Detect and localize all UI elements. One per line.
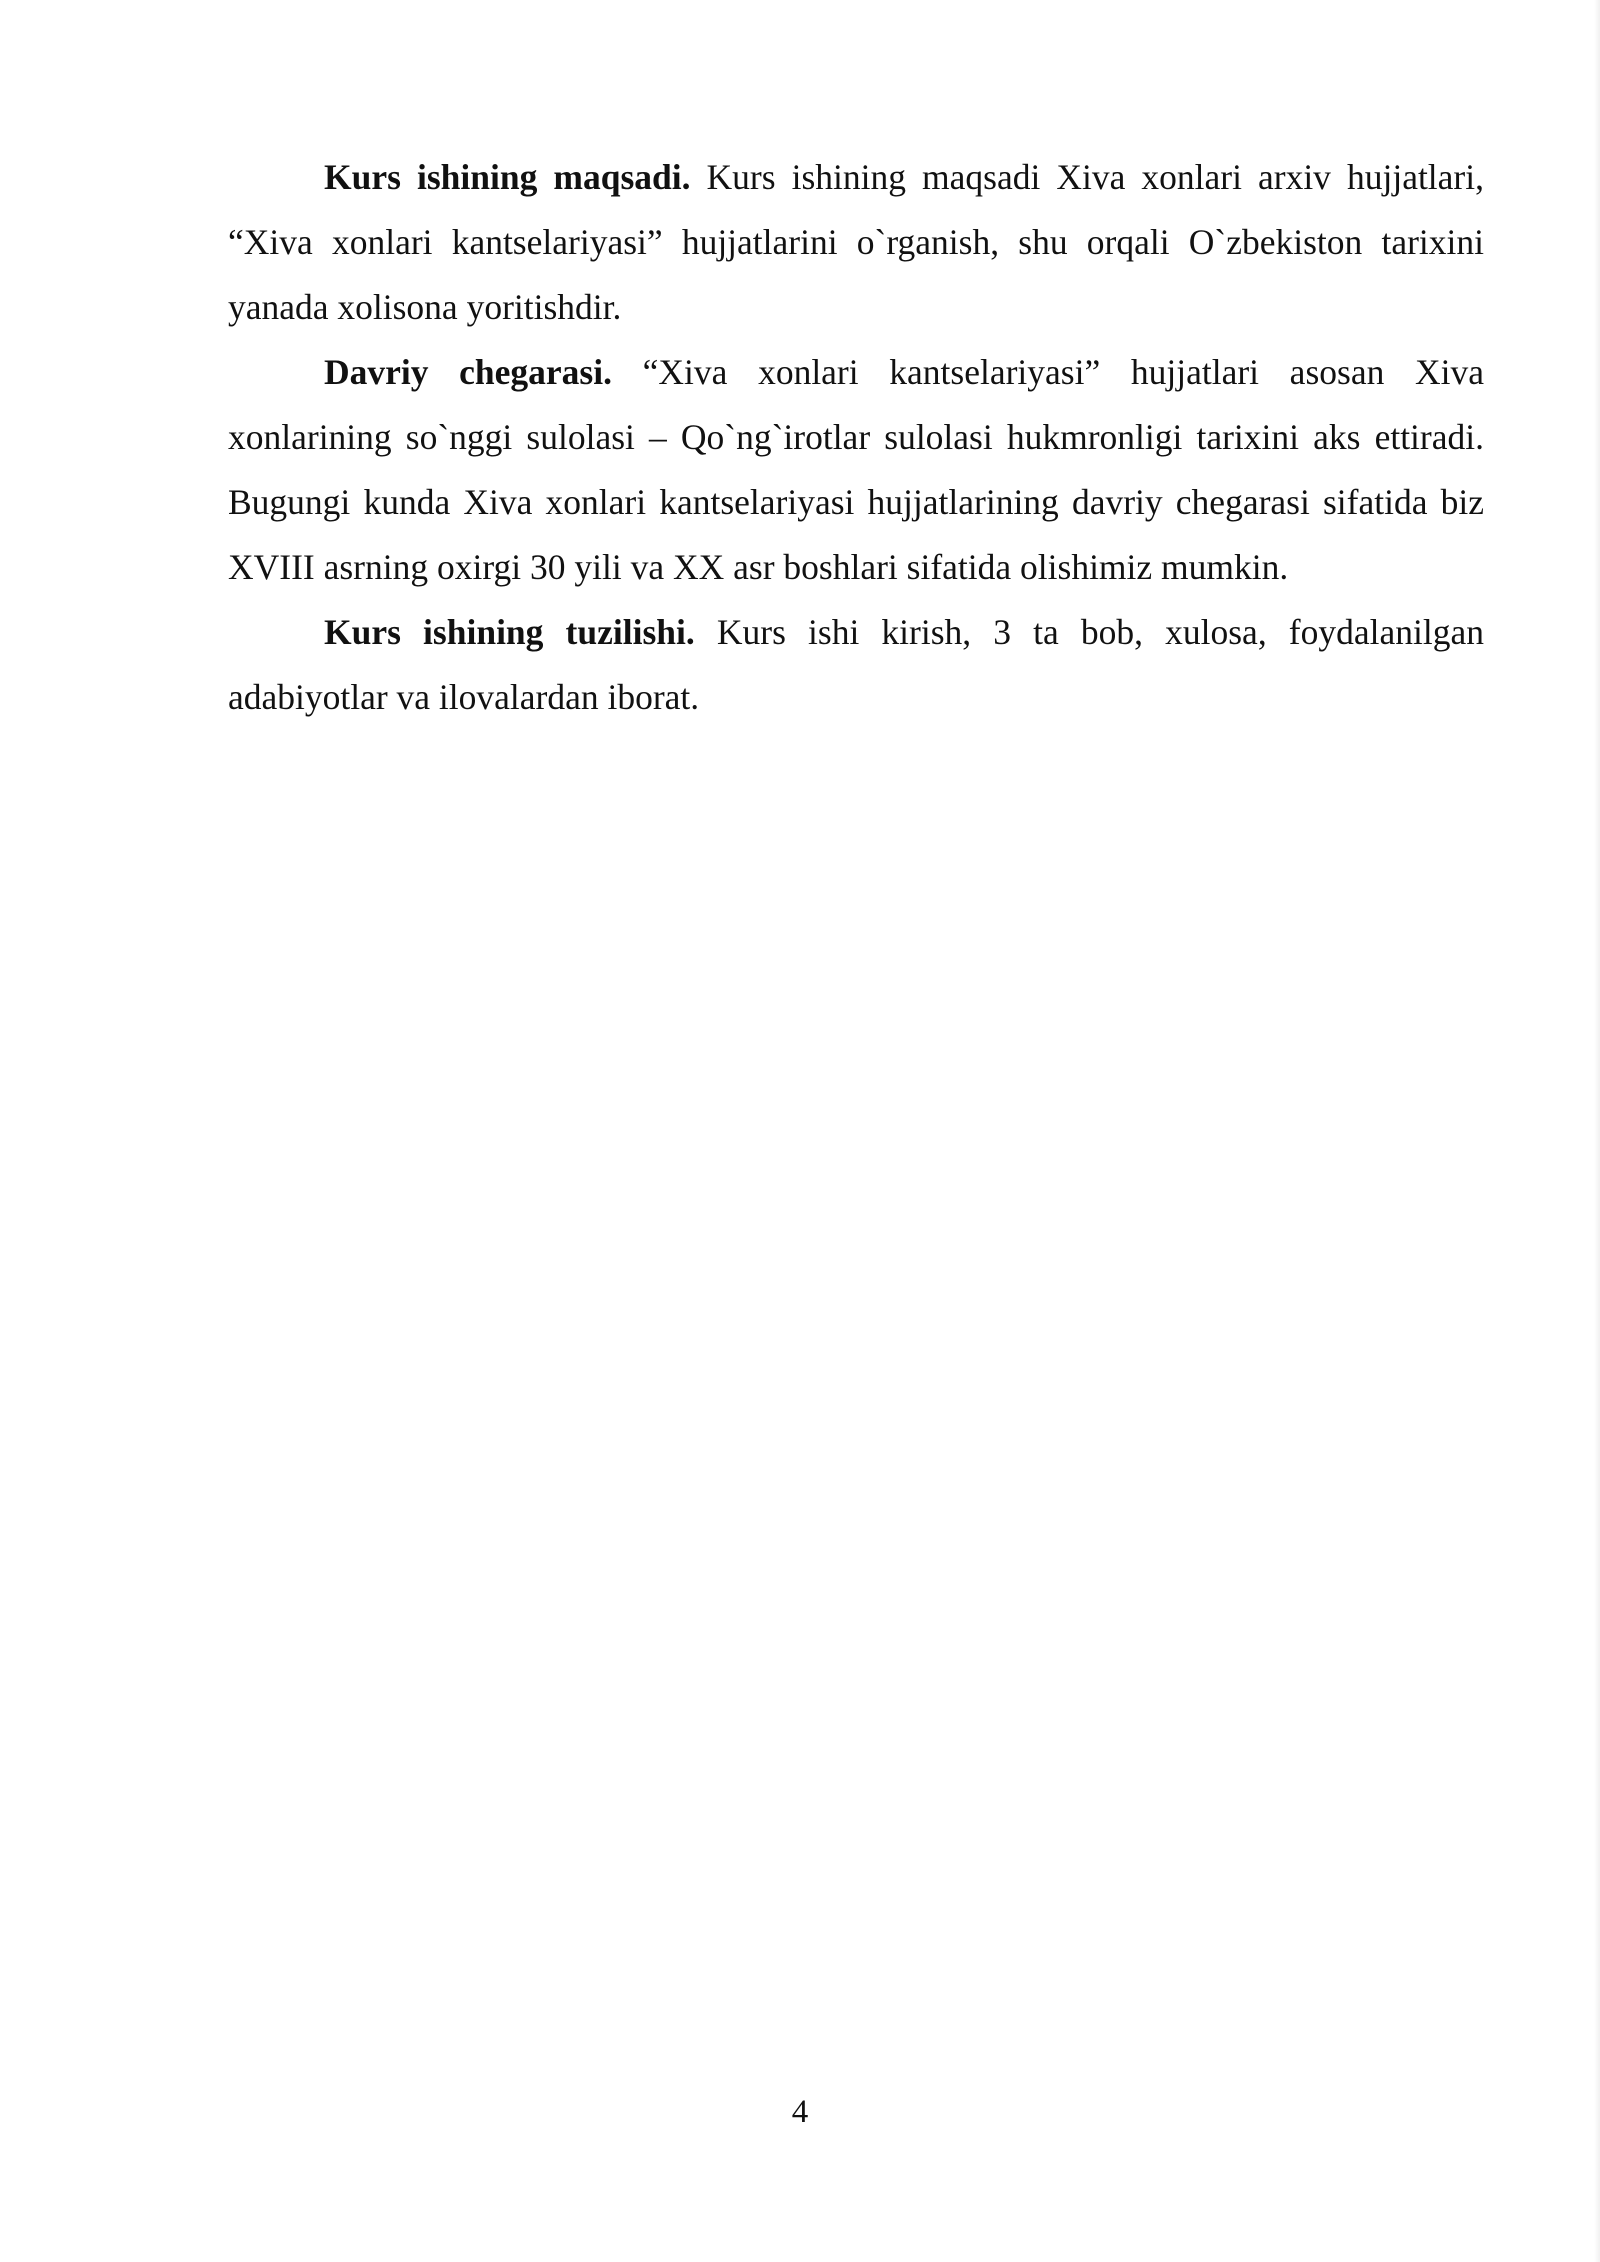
paragraph-lead: Kurs ishining tuzilishi. <box>324 612 695 652</box>
page-edge-shadow <box>1594 0 1600 2262</box>
page-number: 4 <box>791 2094 809 2130</box>
paragraph-tuzilishi <box>228 600 1484 730</box>
paragraph-lead: Davriy chegarasi. <box>324 352 612 392</box>
paragraph-text: Kurs ishining maqsadi Xiva xonlari arxiv hujjatlari, “Xiva xonlari kantselariyasi” hujjatlarini o`rganish, shu orqali O`zbekiston tarixini yanada xolisona yoritishdir. <box>228 157 1484 327</box>
paragraph-lead: Kurs ishining maqsadi. <box>324 157 691 197</box>
paragraph-text: Kurs ishi kirish, 3 ta bob, xulosa, foydalanilgan adabiyotlar va ilovalardan iborat. <box>228 612 1484 717</box>
body-text <box>228 145 1484 730</box>
paragraph-text: “Xiva xonlari kantselariyasi” hujjatlari asosan Xiva xonlarining so`nggi sulolasi – Qo`ng`irotlar sulolasi hukmronligi tarixini aks ettiradi. Bugungi kunda Xiva xonlari kantselariyasi hujjatlarining davriy chegarasi sifatida biz XVIII asrning oxirgi 30 yili va XX asr boshlari sifatida olishimiz mumkin. <box>228 352 1484 587</box>
paragraph-maqsadi <box>228 145 1484 340</box>
paragraph-davriy-chegarasi <box>228 340 1484 600</box>
